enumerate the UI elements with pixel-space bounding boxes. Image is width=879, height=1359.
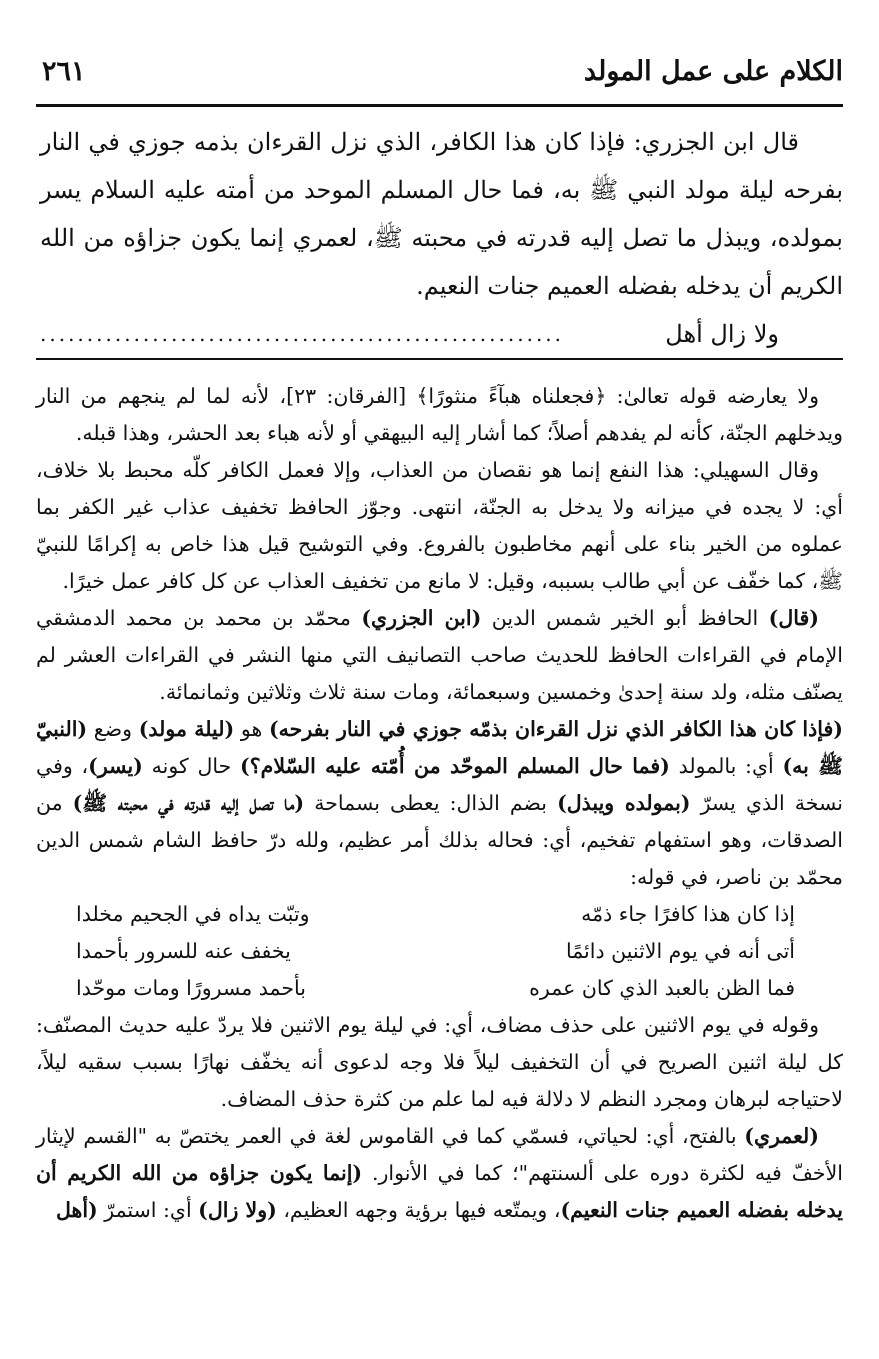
poem-verse [36, 970, 843, 1007]
commentary [36, 378, 843, 1229]
commentary-paragraph: وقال السهيلي: هذا النفع إنما هو نقصان من العذاب، وإلا فعمل الكافر كلّه محبط بلا خلاف، أي: لا يجده في ميزانه ولا يدخل به الجنّة، انتهى. وجوّز الحافظ تخفيف عذاب غير الكفر بما عملوه من الخير بناء على أنهم مخاطبون بالفروع. وفي التوشيح قيل هذا خاص به إكرامًا للنبيّ ﷺ، كما خفّف عن أبي طالب بسببه، وقيل: لا مانع من تخفيف العذاب عن كل كافر عمل خيرًا. [36, 458, 843, 593]
page-header [36, 48, 843, 107]
bold-quote: (ليلة مولد) [138, 717, 235, 741]
bold-quote: (بمولده ويبذل) [557, 791, 691, 815]
bold-quote: (ابن الجزري) [361, 606, 482, 630]
commentary-paragraph: (فإذا كان هذا الكافر الذي نزل القرءان بذمّه جوزي في النار بفرحه) هو (ليلة مولد) وضع (النبيّ ﷺ به) أي: بالمولد (فما حال المسلم الموحّد من أُمّته عليه السّلام؟) حال كونه (يسر)، وفي نسخة الذي يسرّ (بمولده ويبذل) بضم الذال: يعطى بسماحة (ما تصل إليه قدرته في محبته ﷺ) من الصدقات، وهو استفهام تفخيم، أي: فحاله بذلك أمر عظيم، ولله درّ حافظ الشام شمس الدين محمّد بن ناصر، في قوله: [36, 717, 844, 889]
poem-hemistich: فما الظن بالعبد الذي كان عمره [529, 976, 795, 1000]
bold-quote: (يسر) [88, 754, 143, 778]
main-text-continuation [40, 318, 839, 358]
running-title: الكلام على عمل المولد [583, 56, 843, 87]
commentary-paragraph: (قال) الحافظ أبو الخير شمس الدين (ابن الجزري) محمّد بن محمد بن محمد الدمشقي الإمام في القراءات الحافظ للحديث صاحب التصانيف التي منها النشر في القراءات العشر لم يصنّف مثله، ولد سنة إحدىٰ وخمسين وسبعمائة، ومات سنة ثلاث وثلاثين وثمانمائة. [36, 606, 843, 704]
bold-quote: (قال) [768, 606, 819, 630]
poem-hemistich: بأحمد مسرورًا ومات موحّدا [76, 976, 306, 1000]
dotted-leader: ........................................................ [40, 322, 565, 346]
poem-hemistich: أتى أنه في يوم الاثنين دائمًا [565, 939, 795, 963]
commentary-paragraph: ولا يعارضه قوله تعالىٰ: ﴿فجعلناه هبآءً منثورًا﴾ [الفرقان: ٢٣]، لأنه لما لم ينجهم من النار ويدخلهم الجنّة، كأنه لم يفدهم أصلاً؛ كما أشار إليه البيهقي أو لأنه هباء بعد الحشر، وهذا قبله. [36, 384, 843, 445]
poem-verse [36, 896, 843, 933]
main-text [40, 118, 843, 310]
bold-quote: (أهل [56, 1198, 98, 1222]
bold-quote: (فما حال المسلم الموحّد من أُمّته عليه السّلام؟) [240, 754, 670, 778]
poem-verse [36, 933, 843, 970]
poem-hemistich: إذا كان هذا كافرًا جاء ذمّه [581, 902, 795, 926]
bold-quote: (ما تصل إليه قدرته في محبته ﷺ) [72, 791, 305, 815]
poem [36, 896, 843, 1007]
bold-quote: (ولا زال) [198, 1198, 277, 1222]
page-number: ٢٦١ [42, 56, 86, 87]
bold-quote: (النبيّ ﷺ به) [36, 717, 843, 778]
poem-hemistich: يخفف عنه للسرور بأحمدا [76, 939, 291, 963]
section-divider [36, 358, 843, 360]
continuation-text: ولا زال أهل [665, 320, 779, 348]
poem-hemistich: وتبّت يداه في الجحيم مخلدا [76, 902, 310, 926]
bold-quote: (إنما يكون جزاؤه من الله الكريم أن يدخله بفضله العميم جنات النعيم) [36, 1161, 843, 1222]
commentary-paragraph: وقوله في يوم الاثنين على حذف مضاف، أي: في ليلة يوم الاثنين فلا يردّ عليه حديث المصنّف: كل ليلة اثنين الصريح في أن التخفيف ليلاً فلا وجه لدعوى أنه يخفّف نهارًا بسبب سقيه ليلاً، لاحتياجه لبرهان ومجرد النظم لا دلالة فيه لما علم من كثرة حذف المضاف. [36, 1013, 843, 1111]
main-text-paragraph: قال ابن الجزري: فإذا كان هذا الكافر، الذي نزل القرءان بذمه جوزي في النار بفرحه ليلة مولد النبي ﷺ به، فما حال المسلم الموحد من أمته عليه السلام يسر بمولده، ويبذل ما تصل إليه قدرته في محبته ﷺ، لعمري إنما يكون جزاؤه من الله الكريم أن يدخله بفضله العميم جنات النعيم. [40, 128, 843, 300]
commentary-paragraph: (لعمري) بالفتح، أي: لحياتي، فسمّي كما في القاموس لغة في العمر يختصّ به "القسم لإيثار الأخفّ فيه لكثرة دوره على ألسنتهم"؛ كما في الأنوار. (إنما يكون جزاؤه من الله الكريم أن يدخله بفضله العميم جنات النعيم)، ويمتّعه فيها برؤية وجهه العظيم، (ولا زال) أي: استمرّ (أهل [36, 1124, 843, 1222]
bold-quote: (لعمري) [744, 1124, 819, 1148]
bold-quote: (فإذا كان هذا الكافر الذي نزل القرءان بذمّه جوزي في النار بفرحه) [268, 717, 844, 741]
